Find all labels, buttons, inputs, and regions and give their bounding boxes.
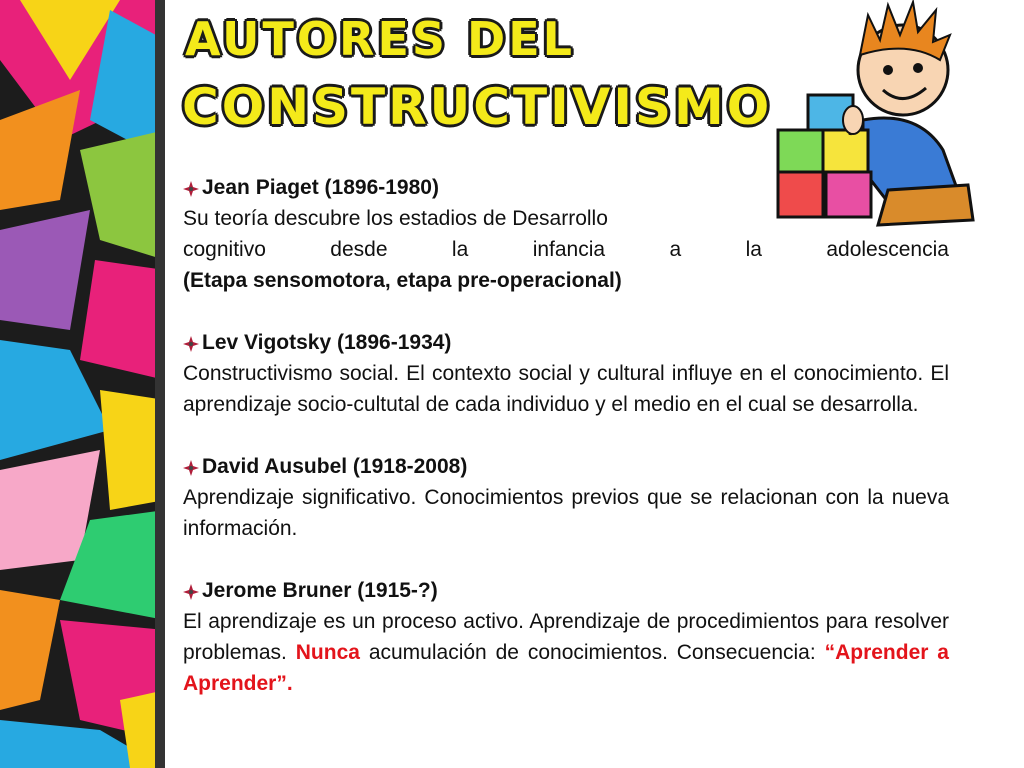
authors-list (183, 172, 949, 699)
word: la (451, 238, 469, 261)
author-name: Jerome Bruner (1915-?) (202, 579, 438, 602)
word: cognitivo (183, 238, 266, 261)
author-name: Jean Piaget (1896-1980) (202, 176, 439, 199)
author-text-line (183, 234, 949, 265)
bullet-icon (183, 584, 199, 600)
bullet-icon (183, 181, 199, 197)
title-line-2: CONSTRUCTIVISMO (182, 78, 773, 136)
author-description (183, 606, 949, 699)
title-line-1: AUTORES DEL (185, 12, 575, 66)
author-name: David Ausubel (1918-2008) (202, 455, 468, 478)
author-heading-ausubel (183, 451, 949, 482)
author-text-line: Su teoría descubre los estadios de Desarrollo (183, 207, 608, 230)
author-heading-vigotsky (183, 327, 949, 358)
text-segment: acumulación de conocimientos. Consecuencia: (368, 641, 816, 664)
author-description: Aprendizaje significativo. Conocimientos previos que se relacionan con la nueva información. (183, 486, 949, 540)
author-text-line: (Etapa sensomotora, etapa pre-operacional) (183, 269, 622, 292)
author-description: Constructivismo social. El contexto social y cultural influye en el conocimiento. El aprendizaje socio-cultutal de cada individuo y el medio en el cual se desarrolla. (183, 362, 949, 416)
word: infancia (532, 238, 606, 261)
highlight-aprender: “Aprender a Aprender”. (183, 641, 949, 695)
bullet-icon (183, 460, 199, 476)
word: la (745, 238, 762, 261)
bullet-icon (183, 336, 199, 352)
word: adolescencia (826, 238, 949, 261)
word: a (669, 238, 682, 261)
author-name: Lev Vigotsky (1896-1934) (202, 331, 452, 354)
highlight-nunca: Nunca (295, 641, 360, 664)
author-heading-bruner (183, 575, 949, 606)
text-segment: El aprendizaje es un proceso activo. Aprendizaje de procedimientos para resolver problemas. (183, 610, 949, 664)
colorful-paper-decor (0, 0, 165, 768)
word: desde (330, 238, 388, 261)
author-heading-piaget (183, 172, 949, 203)
